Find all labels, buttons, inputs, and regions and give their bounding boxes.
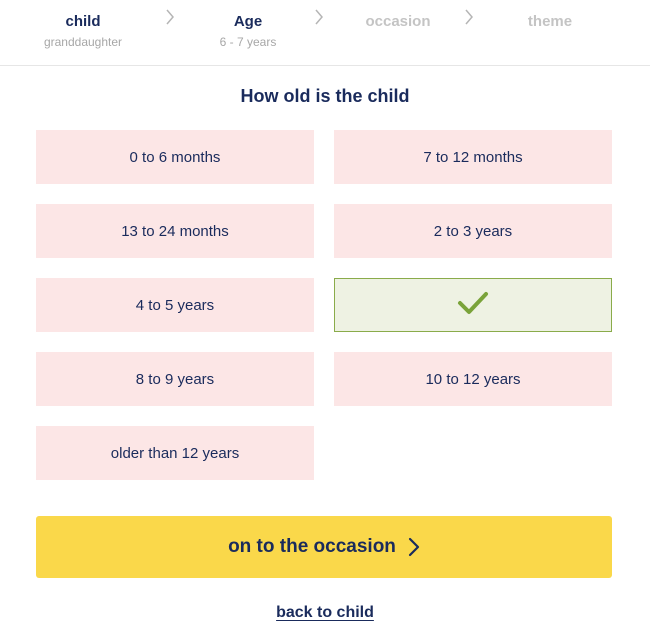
progress-steps [0,0,650,66]
chevron-right-icon [163,8,177,26]
step-child[interactable] [13,13,153,50]
step-value: granddaughter [43,35,123,49]
step-label: child [65,13,101,30]
question-heading: How old is the child [240,86,410,106]
step-age[interactable] [178,13,318,50]
age-option[interactable]: older than 12 years [36,426,314,480]
chevron-right-icon [462,8,476,26]
checkmark-icon [457,291,489,319]
next-button[interactable] [36,516,612,578]
chevron-right-icon [408,537,420,557]
step-occasion [328,13,468,31]
age-option[interactable]: 4 to 5 years [36,278,314,332]
next-button-label: on to the occasion [228,536,396,557]
age-option[interactable]: 2 to 3 years [334,204,612,258]
age-option[interactable]: 8 to 9 years [36,352,314,406]
back-link-wrap [0,604,650,622]
chevron-right-icon [312,8,326,26]
step-label: Age [233,13,263,30]
age-option-selected[interactable] [334,278,612,332]
age-option[interactable]: 13 to 24 months [36,204,314,258]
step-value: 6 - 7 years [219,35,277,49]
step-label: theme [527,13,573,30]
age-option[interactable]: 0 to 6 months [36,130,314,184]
age-option[interactable]: 7 to 12 months [334,130,612,184]
step-label: occasion [365,13,431,30]
back-link[interactable]: back to child [276,604,374,621]
age-option[interactable]: 10 to 12 years [334,352,612,406]
step-theme [480,13,620,31]
